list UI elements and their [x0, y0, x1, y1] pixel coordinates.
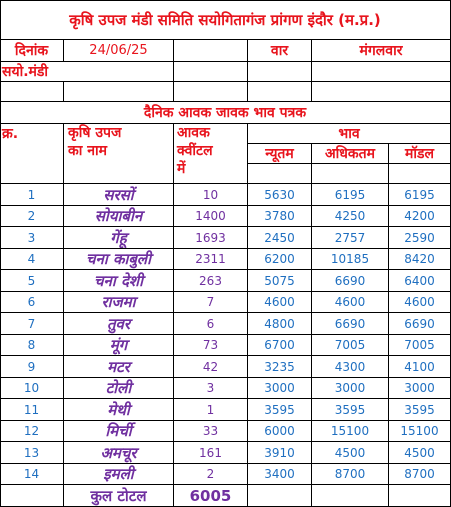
row-serial: 12	[0, 421, 64, 442]
row-serial: 1	[0, 184, 64, 206]
row-arrival: 263	[174, 270, 248, 292]
row-modal-price: 8420	[389, 249, 451, 270]
empty-cell	[64, 82, 174, 102]
total-value: 6005	[174, 485, 248, 507]
sheet-title: दैनिक आवक जावक भाव पत्रक	[0, 102, 451, 124]
empty-cell	[312, 164, 389, 184]
row-min-price: 3000	[248, 378, 312, 399]
row-serial: 10	[0, 378, 64, 399]
row-min-price: 3400	[248, 464, 312, 485]
empty-cell	[312, 82, 451, 102]
row-max-price: 7005	[312, 335, 389, 356]
row-produce-name: चना देशी	[64, 270, 174, 292]
row-serial: 14	[0, 464, 64, 485]
col-serial-header: क्र.	[0, 124, 64, 184]
row-max-price: 4500	[312, 442, 389, 464]
row-serial: 4	[0, 249, 64, 270]
col-arrival-line1: आवक	[177, 125, 210, 141]
row-min-price: 4800	[248, 313, 312, 335]
empty-cell	[248, 62, 312, 82]
row-arrival: 6	[174, 313, 248, 335]
row-produce-name: मटर	[64, 356, 174, 378]
empty-cell	[312, 485, 389, 507]
row-serial: 11	[0, 399, 64, 421]
day-value: मंगलवार	[312, 40, 451, 62]
row-min-price: 6700	[248, 335, 312, 356]
row-arrival: 1400	[174, 206, 248, 227]
col-min-header: न्यूतम	[248, 144, 312, 164]
row-modal-price: 4600	[389, 292, 451, 313]
row-produce-name: अमचूर	[64, 442, 174, 464]
row-min-price: 5630	[248, 184, 312, 206]
col-produce-line2: का नाम	[68, 143, 108, 159]
row-serial: 5	[0, 270, 64, 292]
row-min-price: 5075	[248, 270, 312, 292]
date-label: दिनांक	[0, 40, 64, 62]
row-serial: 8	[0, 335, 64, 356]
row-max-price: 2757	[312, 227, 389, 249]
row-max-price: 3595	[312, 399, 389, 421]
row-produce-name: राजमा	[64, 292, 174, 313]
col-arrival-line2: क्वींटल	[177, 143, 213, 159]
date-value: 24/06/25	[64, 40, 174, 62]
col-max-header: अधिकतम	[312, 144, 389, 164]
row-arrival: 1	[174, 399, 248, 421]
row-min-price: 3910	[248, 442, 312, 464]
row-serial: 9	[0, 356, 64, 378]
col-arrival-header	[174, 124, 248, 184]
row-arrival: 10	[174, 184, 248, 206]
row-min-price: 3595	[248, 399, 312, 421]
empty-cell	[174, 82, 248, 102]
empty-cell	[0, 82, 64, 102]
row-max-price: 4250	[312, 206, 389, 227]
row-serial: 7	[0, 313, 64, 335]
day-label: वार	[248, 40, 312, 62]
row-produce-name: चना काबुली	[64, 249, 174, 270]
row-max-price: 8700	[312, 464, 389, 485]
row-max-price: 15100	[312, 421, 389, 442]
row-serial: 6	[0, 292, 64, 313]
row-min-price: 6200	[248, 249, 312, 270]
row-max-price: 4300	[312, 356, 389, 378]
row-min-price: 4600	[248, 292, 312, 313]
row-serial: 13	[0, 442, 64, 464]
row-modal-price: 7005	[389, 335, 451, 356]
row-max-price: 6690	[312, 270, 389, 292]
empty-cell	[389, 164, 451, 184]
row-modal-price: 4500	[389, 442, 451, 464]
row-modal-price: 6195	[389, 184, 451, 206]
row-max-price: 10185	[312, 249, 389, 270]
row-arrival: 2	[174, 464, 248, 485]
row-modal-price: 15100	[389, 421, 451, 442]
col-price-header: भाव	[248, 124, 451, 144]
row-produce-name: इमली	[64, 464, 174, 485]
empty-cell	[64, 62, 174, 82]
row-modal-price: 2590	[389, 227, 451, 249]
row-max-price: 3000	[312, 378, 389, 399]
row-arrival: 161	[174, 442, 248, 464]
row-modal-price: 6690	[389, 313, 451, 335]
row-produce-name: सोयाबीन	[64, 206, 174, 227]
row-produce-name: टोली	[64, 378, 174, 399]
col-arrival-line3: में	[177, 161, 186, 177]
empty-cell	[312, 62, 451, 82]
col-produce-header	[64, 124, 174, 184]
row-min-price: 6000	[248, 421, 312, 442]
row-produce-name: मूंग	[64, 335, 174, 356]
empty-cell	[248, 82, 312, 102]
total-label: कुल टोटल	[64, 485, 174, 507]
row-min-price: 3780	[248, 206, 312, 227]
row-max-price: 4600	[312, 292, 389, 313]
market-name: सयो.मंडी	[0, 62, 64, 82]
row-max-price: 6195	[312, 184, 389, 206]
sheet-header-title: कृषि उपज मंडी समिति सयोगितागंज प्रांगण इंदौर (म.प्र.)	[0, 0, 451, 40]
col-modal-header: मॉडल	[389, 144, 451, 164]
row-arrival: 73	[174, 335, 248, 356]
row-max-price: 6690	[312, 313, 389, 335]
row-modal-price: 3000	[389, 378, 451, 399]
row-produce-name: मेथी	[64, 399, 174, 421]
row-arrival: 2311	[174, 249, 248, 270]
row-modal-price: 8700	[389, 464, 451, 485]
col-produce-line1: कृषि उपज	[68, 125, 122, 141]
empty-cell	[389, 485, 451, 507]
row-arrival: 42	[174, 356, 248, 378]
row-modal-price: 4100	[389, 356, 451, 378]
row-modal-price: 4200	[389, 206, 451, 227]
row-modal-price: 6400	[389, 270, 451, 292]
row-serial: 2	[0, 206, 64, 227]
empty-cell	[174, 40, 248, 62]
empty-cell	[248, 164, 312, 184]
row-produce-name: गेंहू	[64, 227, 174, 249]
empty-cell	[248, 485, 312, 507]
row-modal-price: 3595	[389, 399, 451, 421]
row-produce-name: सरसों	[64, 184, 174, 206]
row-produce-name: मिर्ची	[64, 421, 174, 442]
row-serial: 3	[0, 227, 64, 249]
row-produce-name: तुवर	[64, 313, 174, 335]
row-arrival: 1693	[174, 227, 248, 249]
row-arrival: 3	[174, 378, 248, 399]
row-min-price: 2450	[248, 227, 312, 249]
empty-cell	[174, 62, 248, 82]
row-arrival: 33	[174, 421, 248, 442]
empty-cell	[0, 485, 64, 507]
row-min-price: 3235	[248, 356, 312, 378]
row-arrival: 7	[174, 292, 248, 313]
